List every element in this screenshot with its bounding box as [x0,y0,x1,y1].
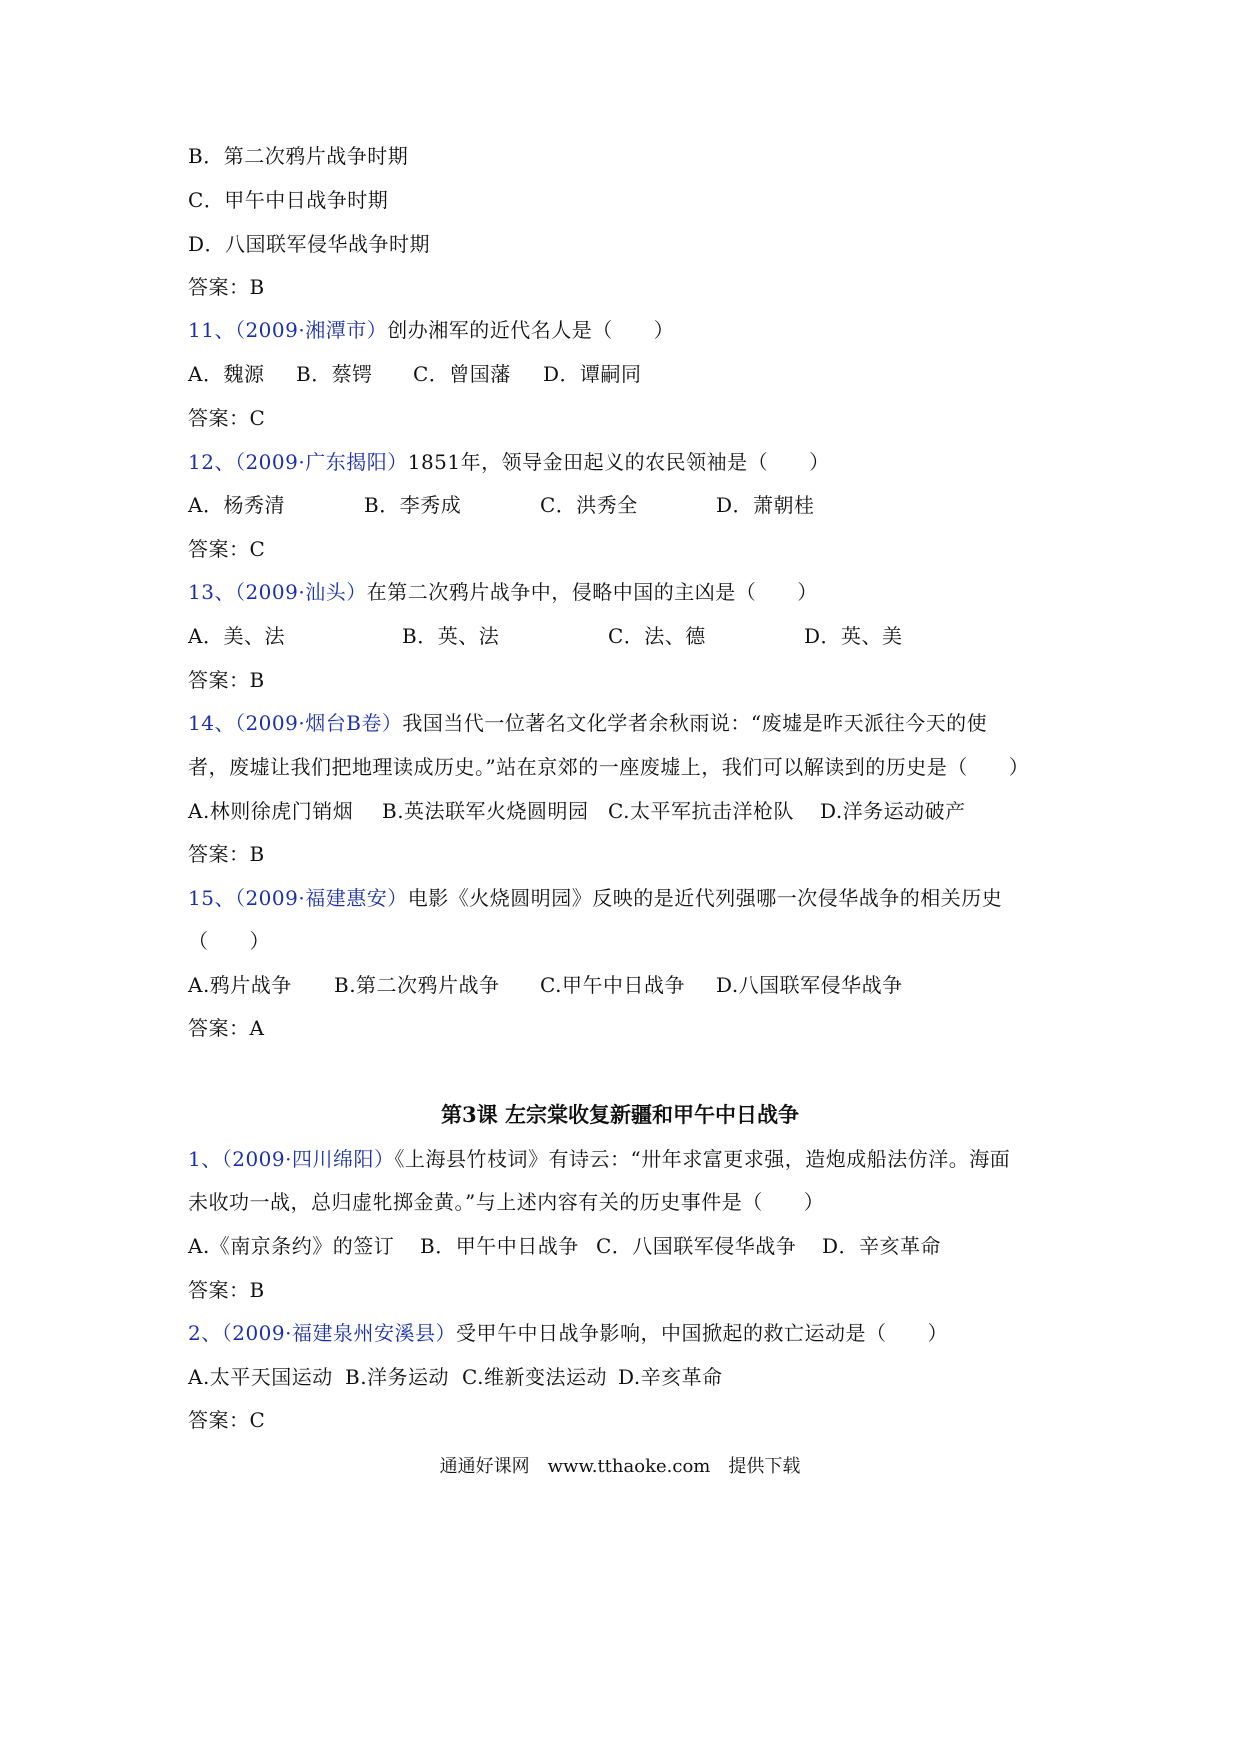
question-number: 1、 [188,1147,222,1171]
lesson3-question-1 [188,1145,1010,1173]
page-footer: 通通好课网 www.tthaoke.com 提供下载 [439,1456,801,1477]
option-c: C.太平军抗击洋枪队 [608,799,794,823]
question-source: （2009·四川绵阳） [221,1147,395,1171]
option-a: A．杨秀清 [188,493,285,517]
lesson3-answer-2: 答案：C [188,1408,266,1432]
question-text: 在第二次鸦片战争中，侵略中国的主凶是（ ） [366,580,818,604]
option-b-prev: B．第二次鸦片战争时期 [188,144,409,168]
question-source: （2009·烟台B卷） [234,711,403,735]
option-d-prev: D．八国联军侵华战争时期 [188,232,431,256]
option-a: A.《南京条约》的签订 [188,1234,395,1258]
option-d: D.八国联军侵华战争 [716,973,903,997]
question-text: 电影《火烧圆明园》反映的是近代列强哪一次侵华战争的相关历史 [407,886,1003,910]
question-text: 受甲午中日战争影响，中国掀起的救亡运动是（ ） [456,1321,948,1345]
option-b: B．英、法 [402,624,500,648]
option-b: B.第二次鸦片战争 [334,973,500,997]
option-b: B．李秀成 [364,493,462,517]
options-12 [188,491,815,519]
question-13 [188,578,818,606]
answer-15: 答案：A [188,1016,265,1040]
question-14-cont: 者，废墟让我们把地理读成历史。”站在京郊的一座废墟上，我们可以解读到的历史是（ ） [188,755,1030,779]
question-source: （2009·广东揭阳） [234,450,408,474]
question-source: （2009·汕头） [234,580,367,604]
option-c: C．法、德 [608,624,706,648]
options-15 [188,971,903,999]
question-number: 2、 [188,1321,222,1345]
option-d: D．萧朝桂 [716,493,815,517]
question-12 [188,448,830,476]
answer-13: 答案：B [188,668,265,692]
option-d: D.辛亥革命 [618,1365,723,1389]
question-number: 12、 [188,450,235,474]
option-a: A.太平天国运动 [188,1365,333,1389]
option-c: C．八国联军侵华战争 [596,1234,797,1258]
option-b: B．蔡锷 [296,362,373,386]
option-c: C．曾国藩 [413,362,511,386]
question-15-cont: （ ） [188,929,270,953]
question-source: （2009·福建惠安） [234,886,408,910]
options-11 [188,360,642,388]
answer-prev: 答案：B [188,275,265,299]
option-b: B.洋务运动 [345,1365,450,1389]
answer-11: 答案：C [188,406,266,430]
option-c-prev: C．甲午中日战争时期 [188,188,389,212]
option-a: A．美、法 [188,624,285,648]
question-14 [188,709,987,737]
option-c: C．洪秀全 [540,493,638,517]
option-b: B．甲午中日战争 [420,1234,579,1258]
question-text: 我国当代一位著名文化学者余秋雨说：“废墟是昨天派往今天的使 [402,711,988,735]
lesson3-options-1 [188,1232,941,1260]
option-b: B.英法联军火烧圆明园 [382,799,589,823]
question-number: 15、 [188,886,235,910]
option-c: C.维新变法运动 [462,1365,607,1389]
question-number: 13、 [188,580,235,604]
option-d: D．谭嗣同 [543,362,642,386]
option-a: A.鸦片战争 [188,973,292,997]
question-number: 11、 [188,318,235,342]
question-11 [188,316,674,344]
option-a: A.林则徐虎门销烟 [188,799,354,823]
question-text: 1851年，领导金田起义的农民领袖是（ ） [407,450,830,474]
question-number: 14、 [188,711,235,735]
answer-12: 答案：C [188,537,266,561]
option-c: C.甲午中日战争 [540,973,685,997]
option-d: D．辛亥革命 [822,1234,942,1258]
options-13 [188,622,903,650]
question-source: （2009·福建泉州安溪县） [221,1321,456,1345]
lesson3-answer-1: 答案：B [188,1278,265,1302]
lesson3-options-2 [188,1363,723,1391]
question-15 [188,884,1002,912]
question-source: （2009·湘潭市） [234,318,388,342]
question-text: 创办湘军的近代名人是（ ） [387,318,675,342]
option-d: D．英、美 [804,624,903,648]
question-text: 《上海县竹枝词》有诗云：“卅年求富更求强，造炮成船法仿洋。海面 [394,1147,1011,1171]
option-d: D.洋务运动破产 [820,799,966,823]
options-14 [188,797,966,825]
answer-14: 答案：B [188,842,265,866]
lesson-title: 第3课 左宗棠收复新疆和甲午中日战争 [441,1102,799,1127]
lesson3-question-2 [188,1319,948,1347]
option-a: A．魏源 [188,362,265,386]
lesson3-question-1-cont: 未收功一战，总归虚牝掷金黄。”与上述内容有关的历史事件是（ ） [188,1190,825,1214]
